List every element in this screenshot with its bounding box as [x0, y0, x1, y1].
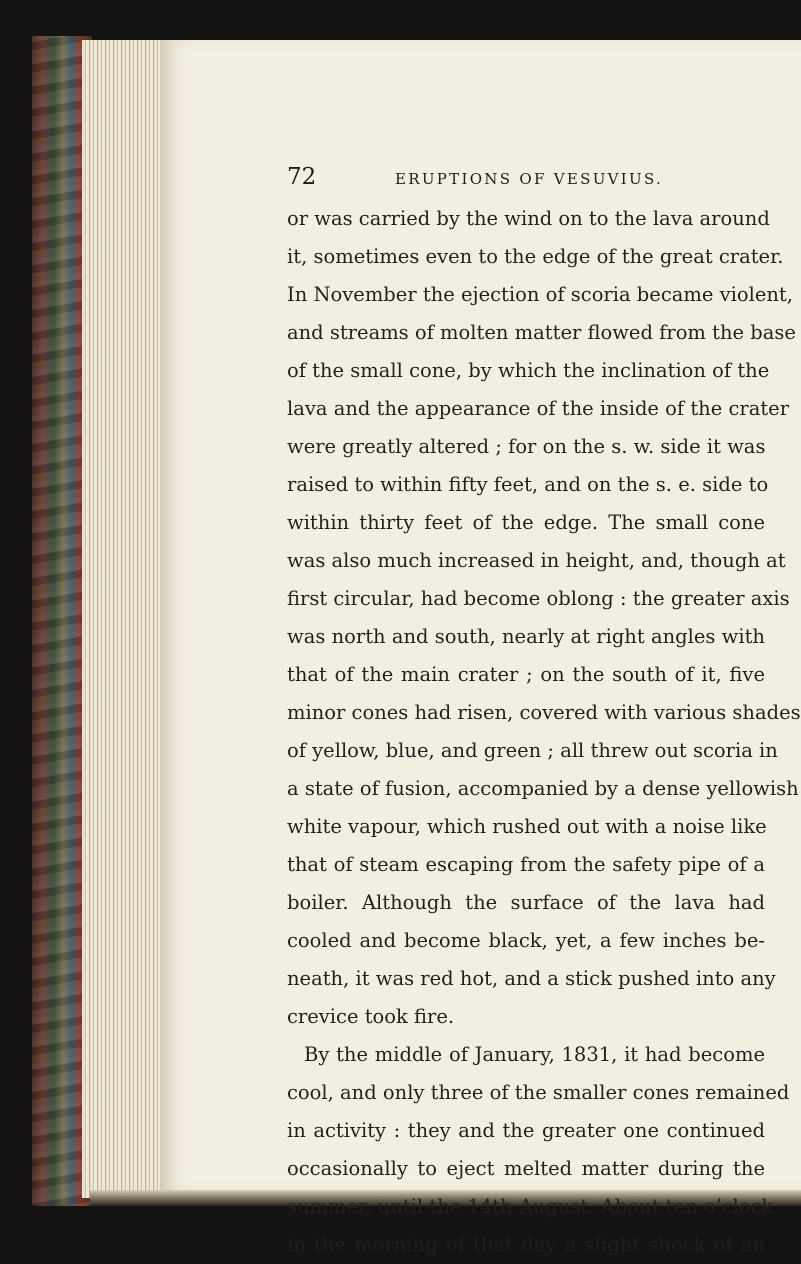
page-header [287, 160, 664, 194]
text-line: white vapour, which rushed out with a noise like [287, 815, 767, 838]
text-line: of the small cone, by which the inclination of the [287, 359, 770, 382]
text-line: that of the main crater ; on the south of it, five [287, 663, 765, 686]
text-line: or was carried by the wind on to the lava around [287, 207, 770, 230]
text-line: lava and the appearance of the inside of the crater [287, 397, 790, 420]
text-line: first circular, had become oblong : the greater axis [287, 587, 790, 610]
text-line: cooled and become black, yet, a few inches be- [287, 929, 765, 952]
text-line: boiler. Although the surface of the lava had [287, 891, 765, 914]
text-line: and streams of molten matter flowed from the base [287, 321, 796, 344]
text-line: raised to within fifty feet, and on the s. e. side to [287, 473, 769, 496]
text-line: in activity : they and the greater one continued [287, 1119, 765, 1142]
text-line: occasionally to eject melted matter during the [287, 1157, 765, 1180]
text-line: a state of fusion, accompanied by a dense yellowish [287, 777, 799, 800]
text-line: in the morning of that day a slight shock of an [287, 1233, 765, 1256]
text-line: of yellow, blue, and green ; all threw out scoria in [287, 739, 778, 762]
text-line: summer, until the 14th August. About ten o’clock [287, 1195, 774, 1218]
text-line: By the middle of January, 1831, it had become [304, 1043, 765, 1066]
text-line: was also much increased in height, and, though at [287, 549, 786, 572]
page-number: 72 [287, 164, 317, 190]
text-line: In November the ejection of scoria became violent, [287, 283, 793, 306]
text-line: were greatly altered ; for on the s. w. side it was [287, 435, 766, 458]
text-line: that of steam escaping from the safety pipe of a [287, 853, 765, 876]
running-head: ERUPTIONS OF VESUVIUS. [395, 170, 664, 188]
text-line: was north and south, nearly at right angles with [287, 625, 765, 648]
text-line: cool, and only three of the smaller cones remained [287, 1081, 790, 1104]
text-line: within thirty feet of the edge. The small cone [287, 511, 765, 534]
text-line: minor cones had risen, covered with various shades [287, 701, 801, 724]
text-line: it, sometimes even to the edge of the great crater. [287, 245, 784, 268]
text-line: crevice took fire. [287, 1005, 455, 1028]
text-line: neath, it was red hot, and a stick pushed into any [287, 967, 776, 990]
